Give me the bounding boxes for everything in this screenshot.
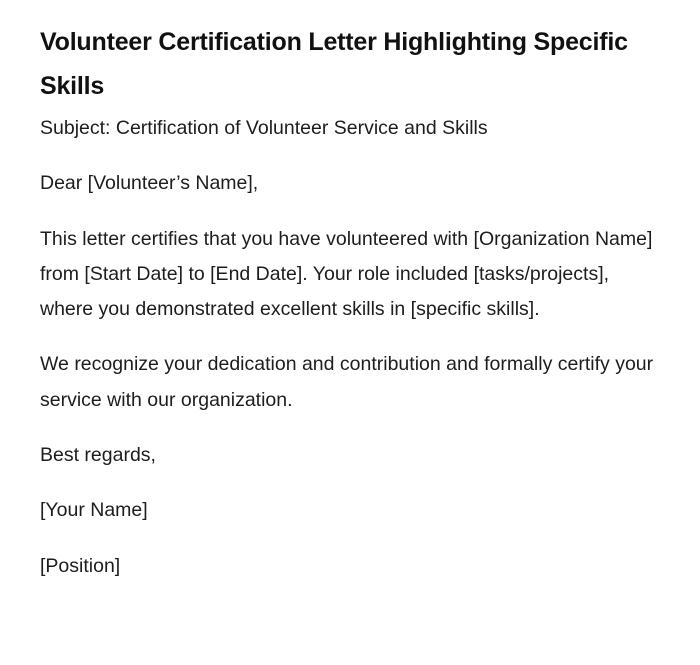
- letter-document: [40, 20, 660, 584]
- signature-name: [Your Name]: [40, 499, 148, 522]
- letter-closing: Best regards,: [40, 444, 156, 467]
- document-title: Volunteer Certification Letter Highlighting Specific Skills: [40, 28, 628, 100]
- body-paragraph-recognition: We recognize your dedication and contribution and formally certify your service with our organization.: [40, 353, 654, 411]
- body-paragraph-certification: This letter certifies that you have volunteered with [Organization Name] from [Start Date] to [End Date]. Your role included [tasks/projects], where you demonstrated excellent skills in [specific skills].: [40, 227, 653, 321]
- letter-salutation: Dear [Volunteer’s Name],: [40, 172, 259, 195]
- letter-subject: Subject: Certification of Volunteer Service and Skills: [40, 117, 488, 139]
- signature-position: [Position]: [40, 554, 121, 577]
